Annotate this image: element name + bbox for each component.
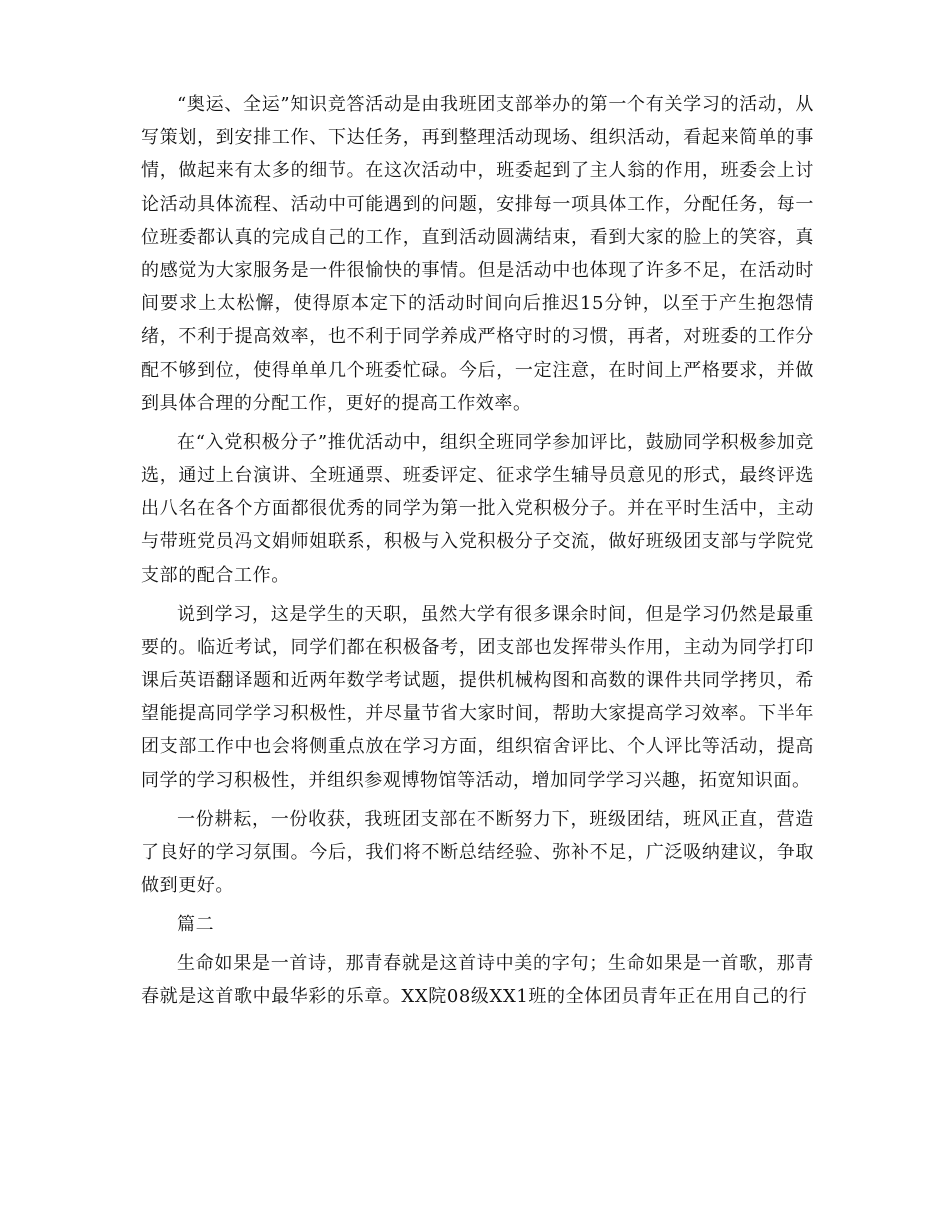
document-body	[141, 88, 814, 1019]
paragraph-olympic-quiz: “奥运、全运”知识竞答活动是由我班团支部举办的第一个有关学习的活动，从写策划，到安排工作、下达任务，再到整理活动现场、组织活动，看起来简单的事情，做起来有太多的细节。在这次活动中，班委起到了主人翁的作用，班委会上讨论活动具体流程、活动中可能遇到的问题，安排每一项具体工作，分配任务，每一位班委都认真的完成自己的工作，直到活动圆满结束，看到大家的脸上的笑容，真的感觉为大家服务是一件很愉快的事情。但是活动中也体现了许多不足，在活动时间要求上太松懈，使得原本定下的活动时间向后推迟15分钟，以至于产生抱怨情绪，不利于提高效率，也不利于同学养成严格守时的习惯，再者，对班委的工作分配不够到位，使得单单几个班委忙碌。今后，一定注意，在时间上严格要求，并做到具体合理的分配工作，更好的提高工作效率。	[141, 94, 814, 414]
paragraph-study: 说到学习，这是学生的天职，虽然大学有很多课余时间，但是学习仍然是最重要的。临近考试，同学们都在积极备考，团支部也发挥带头作用，主动为同学打印课后英语翻译题和近两年数学考试题，提供机械构图和高数的课件共同学拷贝，希望能提高同学学习积极性，并尽量节省大家时间，帮助大家提高学习效率。下半年团支部工作中也会将侧重点放在学习方面，组织宿舍评比、个人评比等活动，提高同学的学习积极性，并组织参观博物馆等活动，增加同学学习兴趣，拓宽知识面。	[141, 603, 814, 791]
paragraph-conclusion: 一份耕耘，一份收获，我班团支部在不断努力下，班级团结，班风正直，营造了良好的学习氛围。今后，我们将不断总结经验、弥补不足，广泛吸纳建议，争取做到更好。	[141, 808, 814, 897]
paragraph-section-two-intro: 生命如果是一首诗，那青春就是这首诗中美的字句；生命如果是一首歌，那青春就是这首歌中最华彩的乐章。XX院08级XX1班的全体团员青年正在用自己的行	[141, 953, 814, 1008]
paragraph-party-activist-selection: 在“入党积极分子”推优活动中，组织全班同学参加评比，鼓励同学积极参加竞选，通过上台演讲、全班通票、班委评定、征求学生辅导员意见的形式，最终评选出八名在各个方面都很优秀的同学为第一批入党积极分子。并在平时生活中，主动与带班党员冯文娟师姐联系，积极与入党积极分子交流，做好班级团支部与学院党支部的配合工作。	[141, 431, 814, 586]
section-heading: 篇二	[177, 914, 215, 936]
